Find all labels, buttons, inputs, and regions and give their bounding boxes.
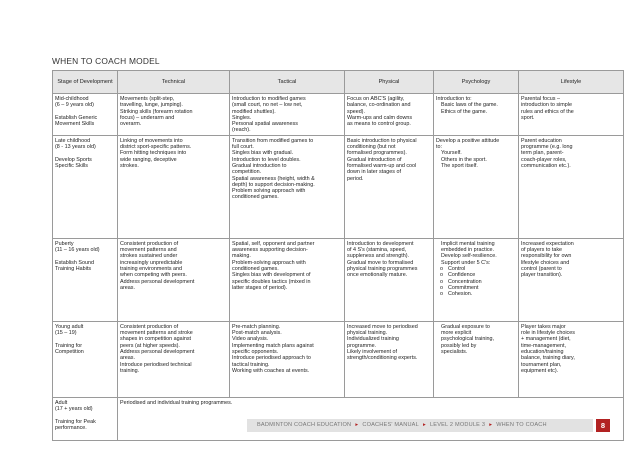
cell-line: formalised warm-up and cool	[347, 162, 417, 169]
cell-psychology	[434, 135, 519, 238]
cell-physical	[345, 321, 434, 397]
cell-line: equipment etc).	[521, 367, 559, 374]
cell-line: programme.	[347, 342, 377, 349]
cell-line: Problem solving approach with	[232, 188, 306, 195]
cell-line: Training Habits	[55, 265, 92, 272]
cell-line: Basic laws of the game.	[441, 102, 498, 109]
cell-line: embedded in practice.	[441, 247, 495, 254]
cell-line: Introduce periodised technical	[120, 361, 192, 368]
cell-line: depth) to support decision-making.	[232, 181, 315, 188]
cell-physical	[345, 94, 434, 136]
cell-line: rules and ethics of the	[521, 108, 574, 115]
cell-line: conditioned games.	[232, 194, 279, 201]
cell-line: areas.	[120, 355, 135, 362]
cell-line: Singles bias with development of	[232, 272, 311, 279]
cell-lifestyle	[519, 238, 624, 321]
cell-technical	[118, 321, 230, 397]
cell-line: Gradual introduction to	[232, 162, 287, 169]
breadcrumb-separator-icon: ▸	[355, 422, 359, 428]
cell-line: speed).	[347, 108, 365, 115]
cell-line: Basic introduction to physical	[347, 137, 417, 144]
cell-psychology	[434, 238, 519, 321]
cell-line: physical training.	[347, 330, 388, 337]
cell-line: Young adult	[55, 323, 84, 330]
cell-line: as means to control group.	[347, 121, 411, 128]
cell-line: communication etc.).	[521, 162, 571, 169]
cell-line: (11 – 16 years old)	[55, 247, 100, 254]
cell-line: Establish Sound	[55, 259, 94, 266]
cell-line: education/training	[521, 348, 564, 355]
header-psychology: Psychology	[434, 71, 519, 94]
cell-line: when competing with peers.	[120, 272, 187, 279]
cell-line: Increased move to periodised	[347, 323, 418, 330]
cell-technical	[118, 238, 230, 321]
bullet-glyph: o	[440, 284, 443, 291]
cell-line: + management (diet,	[521, 336, 571, 343]
cell-line: training.	[120, 367, 140, 374]
cell-line: Linking of movements into	[120, 137, 183, 144]
cell-line: Address personal development	[120, 278, 195, 285]
cell-line: introduction to simple	[521, 102, 572, 109]
cell-line: Player takes major	[521, 323, 566, 330]
cell-line: psychological training,	[441, 336, 495, 343]
cell-line: Likely involvement of	[347, 348, 398, 355]
cell-line: specific doubles tactics (mixed in	[232, 278, 311, 285]
cell-tactical	[230, 238, 345, 321]
cell-line: strength/conditioning experts.	[347, 355, 418, 362]
cell-line: Gradual introduction of	[347, 156, 402, 163]
cell-line: latter stages of period).	[232, 284, 288, 291]
cell-line: Parent education	[521, 137, 562, 144]
cell-line: Singles.	[232, 114, 252, 121]
cell-line: Pre-match planning.	[232, 323, 281, 330]
cell-line: training environments and	[120, 265, 183, 272]
table-row	[53, 94, 624, 136]
cell-line: wide ranging, deceptive	[120, 156, 177, 163]
cell-line: Striking skills (forearm rotation	[120, 108, 193, 115]
cell-line: Spatial awareness (height, width &	[232, 175, 315, 182]
breadcrumb-item: LEVEL 2 MODULE 3	[429, 422, 486, 428]
cell-line: Late childhood	[55, 137, 91, 144]
cell-line: Develop self-resilience.	[441, 253, 497, 260]
cell-physical	[345, 238, 434, 321]
cell-line: to:	[436, 144, 442, 151]
cell-tactical	[230, 321, 345, 397]
cell-line: Personal spatial awareness	[232, 121, 298, 128]
cell-line: lifestyle choices and	[521, 259, 570, 266]
cell-line: modified shuttles).	[232, 108, 276, 115]
cell-line: Develop a positive attitude	[436, 137, 500, 144]
cell-stage	[53, 321, 118, 397]
bullet-text: Concentration	[448, 278, 482, 285]
cell-line: control (parent to	[521, 265, 562, 272]
cell-line: Yourself.	[441, 150, 462, 157]
cell-line: Periodised and individual training programmes.	[120, 399, 233, 406]
cell-line: Mid-childhood	[55, 96, 89, 102]
cell-line: Gradual exposure to	[441, 323, 490, 330]
cell-line: possibly led by	[441, 342, 477, 349]
cell-line: Singles bias with gradual.	[232, 150, 294, 157]
cell-line: balance, co-ordination and	[347, 102, 411, 109]
cell-line: term plan, parent-	[521, 150, 564, 157]
cell-line: down in later stages of	[347, 169, 401, 176]
cell-line: Ethics of the game.	[441, 108, 488, 115]
cell-line: making.	[232, 253, 251, 260]
table-row	[53, 321, 624, 397]
bullet-glyph: o	[440, 265, 443, 272]
cell-line: suppleness and strength).	[347, 253, 410, 260]
cell-line: competition.	[232, 169, 262, 176]
footer-breadcrumb	[257, 422, 547, 428]
cell-line: programme (e.g. long	[521, 144, 573, 151]
cell-line: full court.	[232, 144, 254, 151]
cell-line: Video analysis.	[232, 336, 269, 343]
cell-line: Introduction to level doubles.	[232, 156, 301, 163]
cell-line: Puberty	[55, 240, 74, 247]
cell-line: Establish Generic	[55, 114, 98, 121]
cell-line: Increased expectation	[521, 240, 574, 247]
cell-line: awareness supporting decision-	[232, 247, 308, 254]
bullet-glyph: o	[440, 278, 443, 285]
bullet-text: Confidence	[448, 272, 476, 279]
cell-psychology	[434, 321, 519, 397]
cell-line: player transition).	[521, 272, 563, 279]
cell-line: coach-player roles,	[521, 156, 567, 163]
cell-line: of 4 S's (stamina, speed,	[347, 247, 407, 254]
cell-line: Support under 5 C's:	[441, 259, 491, 266]
breadcrumb-item: BADMINTON COACH EDUCATION	[257, 422, 352, 428]
bullet-glyph: o	[440, 291, 443, 298]
bullet-text: Commitment	[448, 284, 479, 291]
cell-line: Others in the sport.	[441, 156, 487, 163]
cell-line: (small court, no net – low net,	[232, 102, 303, 109]
cell-physical	[345, 135, 434, 238]
table-row	[53, 135, 624, 238]
cell-line: specific opponents.	[232, 348, 279, 355]
cell-line: Address personal development	[120, 348, 195, 355]
cell-line: focus) – underarm and	[120, 114, 175, 121]
cell-line: period.	[347, 175, 364, 182]
cell-line: shapes in competition against	[120, 336, 192, 343]
bullet-item	[436, 291, 516, 297]
cell-line: Post-match analysis.	[232, 330, 282, 337]
cell-lifestyle	[519, 94, 624, 136]
cell-line: Parental focus –	[521, 96, 560, 102]
header-stage: Stage of Development	[53, 71, 118, 94]
bullet-glyph: o	[440, 272, 443, 279]
cell-line: Implementing match plans against	[232, 342, 314, 349]
cell-line: Gradual move to formalised	[347, 259, 414, 266]
cell-line: conditioned games.	[232, 265, 279, 272]
cell-line: increasingly unpredictable	[120, 259, 183, 266]
cell-line: physical training programmes	[347, 265, 418, 272]
cell-line: Introduction to development	[347, 240, 414, 247]
cell-line: Competition	[55, 348, 84, 355]
cell-line: overarm.	[120, 121, 142, 128]
breadcrumb-separator-icon: ▸	[422, 422, 426, 428]
cell-line: Specific Skills	[55, 162, 88, 169]
cell-line: Warm-ups and calm downs	[347, 114, 413, 121]
breadcrumb-item: COACHES' MANUAL	[362, 422, 419, 428]
footer	[0, 419, 638, 432]
table-row	[53, 238, 624, 321]
cell-line: once emotionally mature.	[347, 272, 408, 279]
page-number-badge	[596, 419, 610, 432]
cell-line: Problem-solving approach with	[232, 259, 306, 266]
cell-line: formalised programmes).	[347, 150, 407, 157]
cell-lifestyle	[519, 135, 624, 238]
cell-line: role in lifestyle choices	[521, 330, 575, 337]
cell-line: strokes.	[120, 162, 139, 169]
cell-line: Training for Peak	[55, 418, 96, 425]
cell-line: responsibility for own	[521, 253, 572, 260]
bullet-text: Control	[448, 265, 466, 272]
cell-stage	[53, 94, 118, 136]
cell-line: more explicit	[441, 330, 472, 337]
cell-line: balance, training diary,	[521, 355, 575, 362]
cell-line: Introduce periodised approach to	[232, 355, 311, 362]
cell-line: peers (at higher speeds).	[120, 342, 180, 349]
cell-line: areas.	[120, 284, 135, 291]
cell-line: performance.	[55, 424, 87, 431]
cell-line: Focus on ABC'S (agility,	[347, 96, 405, 102]
cell-line: (6 – 9 years old)	[55, 102, 94, 109]
cell-line: Movement Skills	[55, 121, 95, 128]
cell-tactical	[230, 135, 345, 238]
cell-line: Spatial, self, opponent and partner	[232, 240, 315, 247]
page-number: 8	[600, 421, 606, 430]
cell-line: movement patterns and stroke	[120, 330, 193, 337]
cell-line: Consistent production of	[120, 323, 179, 330]
cell-psychology	[434, 94, 519, 136]
cell-line: movement patterns and	[120, 247, 177, 254]
cell-line: (15 – 19)	[55, 330, 77, 337]
when-to-coach-table	[52, 70, 624, 441]
cell-line: (8 - 13 years old)	[55, 144, 96, 151]
cell-line: (reach).	[232, 127, 251, 134]
cell-line: Develop Sports	[55, 156, 92, 163]
cell-line: conditioning (but not	[347, 144, 396, 151]
cell-line: sport.	[521, 114, 535, 121]
page-title: WHEN TO COACH MODEL	[52, 56, 160, 66]
table-header-row	[53, 71, 624, 94]
cell-lifestyle	[519, 321, 624, 397]
cell-line: (17 + years old)	[55, 406, 93, 413]
breadcrumb-separator-icon: ▸	[489, 422, 493, 428]
cell-line: The sport itself.	[441, 162, 478, 169]
header-tactical: Tactical	[230, 71, 345, 94]
cell-technical	[118, 135, 230, 238]
breadcrumb-item: WHEN TO COACH	[496, 422, 547, 428]
cell-line: strokes sustained under	[120, 253, 178, 260]
cell-line: time-management,	[521, 342, 566, 349]
cell-line: travelling, lunge, jumping).	[120, 102, 183, 109]
cell-line: Training for	[55, 342, 83, 349]
cell-stage	[53, 238, 118, 321]
cell-line: Movements (split-step,	[120, 96, 175, 102]
cell-line: Introduction to modified games	[232, 96, 306, 102]
cell-line: tactical training.	[232, 361, 270, 368]
cell-line: Individualized training	[347, 336, 399, 343]
cell-line: specialists.	[441, 348, 468, 355]
cell-line: of players to take	[521, 247, 563, 254]
cell-line: Introduction to:	[436, 96, 472, 102]
cell-stage	[53, 135, 118, 238]
cell-line: Working with coaches at events.	[232, 367, 310, 374]
cell-line: district sport-specific patterns.	[120, 144, 192, 151]
header-physical: Physical	[345, 71, 434, 94]
cell-technical	[118, 94, 230, 136]
cell-line: Implicit mental training	[441, 240, 495, 247]
cell-line: tournament plan,	[521, 361, 562, 368]
header-lifestyle: Lifestyle	[519, 71, 624, 94]
cell-line: Form hitting techniques into	[120, 150, 187, 157]
cell-tactical	[230, 94, 345, 136]
cell-line: Adult	[55, 399, 68, 406]
cell-line: Transition from modified games to	[232, 137, 314, 144]
cell-line: Consistent production of	[120, 240, 179, 247]
bullet-text: Cohesion.	[448, 291, 473, 298]
header-technical: Technical	[118, 71, 230, 94]
